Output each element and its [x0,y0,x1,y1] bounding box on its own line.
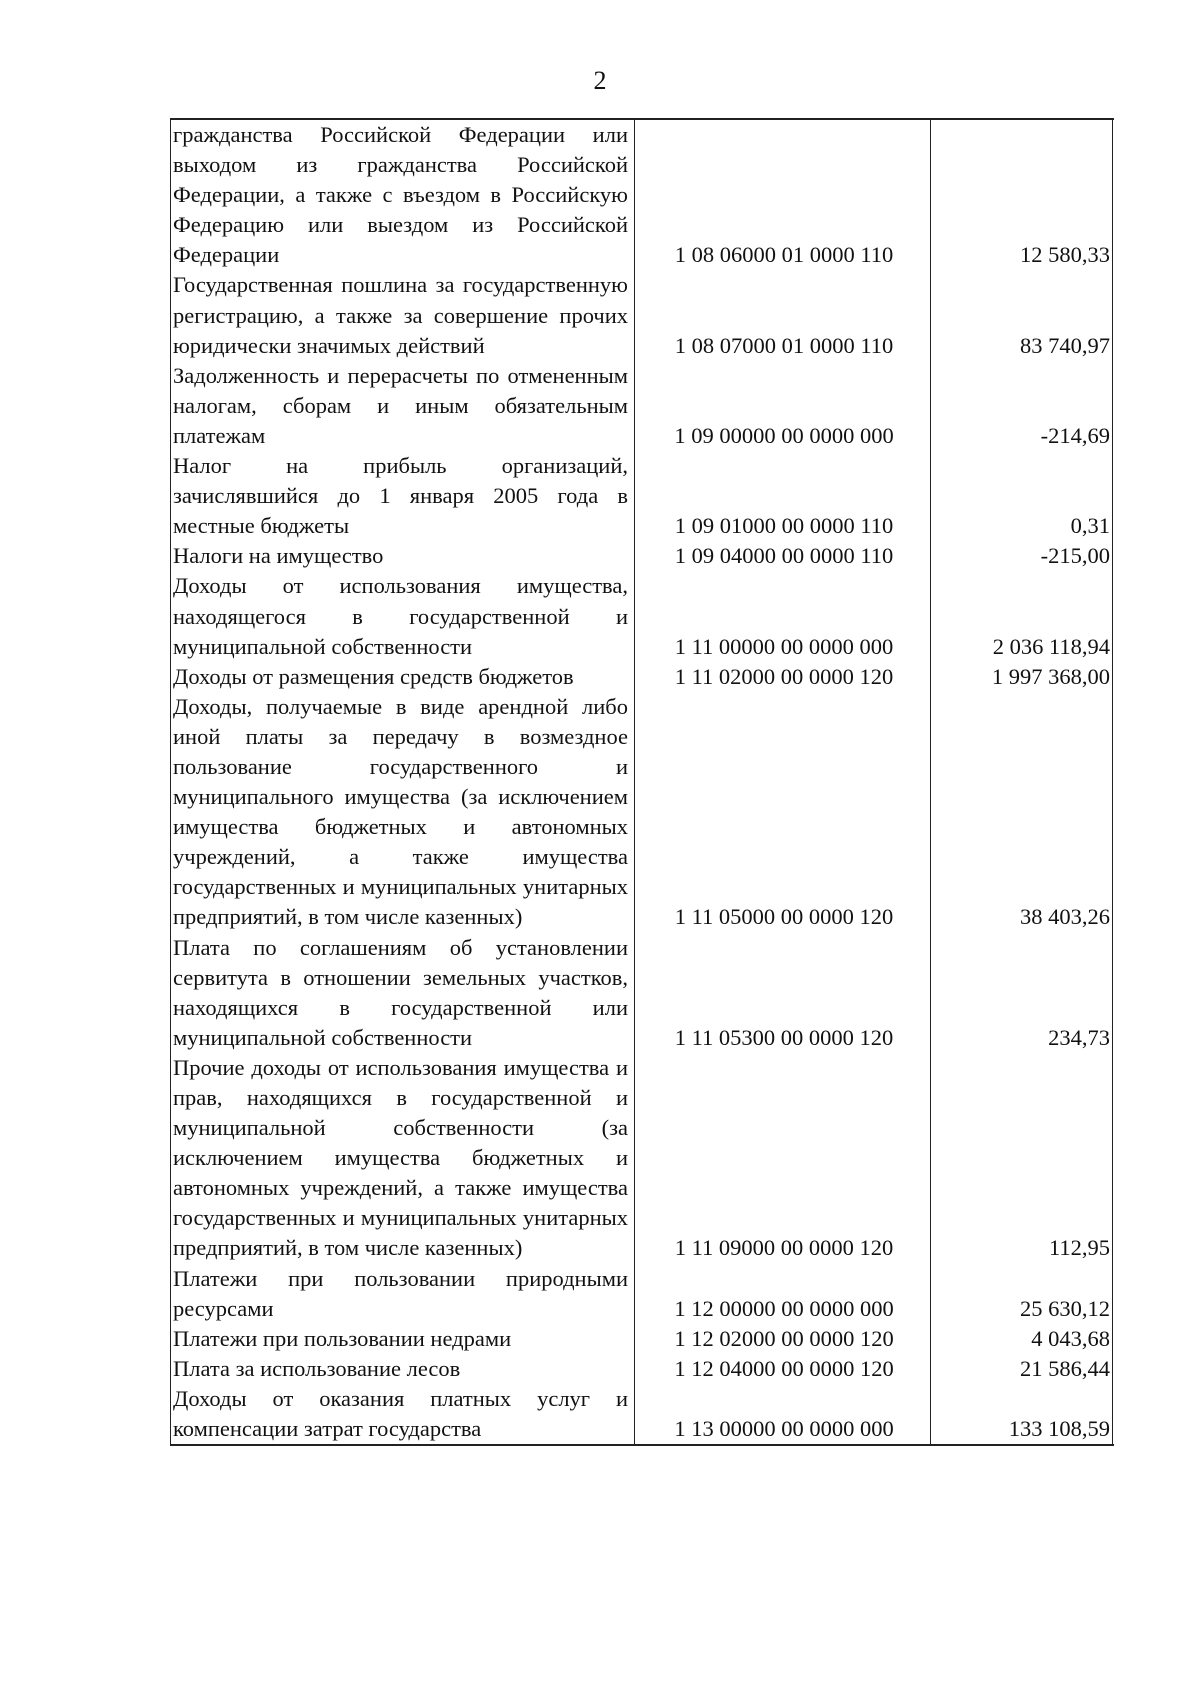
table-row [170,571,1114,661]
row-name: Задолженность и перерасчеты по отмененным налогам, сборам и иным обязательным платежам [173,362,628,448]
row-amount: -215,00 [1040,543,1110,569]
table-row [170,541,1114,571]
row-code: 1 08 07000 01 0000 110 [674,332,894,358]
table-row [170,1264,1114,1324]
table-row [170,692,1114,933]
table-row [170,662,1114,692]
row-code: 1 13 00000 00 0000 000 [674,1416,894,1442]
row-amount: 25 630,12 [1020,1295,1110,1321]
row-name: Доходы от использования имущества, находящегося в государственной и муниципальной собственности [173,573,628,659]
row-amount: 12 580,33 [1020,242,1110,268]
row-name: Доходы, получаемые в виде арендной либо иной платы за передачу в возмездное пользование государственного и муниципального имущества (за исключением имущества бюджетных и автономных учреждений, а также имущества государственных и муниципальных унитарных предприятий, в том числе казенных) [173,693,628,930]
row-code: 1 12 02000 00 0000 120 [674,1325,894,1351]
table-row [170,1384,1114,1444]
table-row [170,120,1114,270]
table-row [170,361,1114,451]
row-amount: 133 108,59 [1008,1416,1110,1442]
row-name: Налоги на имущество [173,543,384,569]
row-amount: 1 997 368,00 [991,663,1110,689]
revenue-table [170,118,1114,1446]
row-name: Доходы от оказания платных услуг и компенсации затрат государства [173,1385,628,1442]
row-code: 1 09 04000 00 0000 110 [674,543,894,569]
row-code: 1 11 05300 00 0000 120 [674,1024,894,1050]
row-name: гражданства Российской Федерации или выходом из гражданства Российской Федерации, а также с въездом в Российскую Федерацию или выездом из Российской Федерации [173,122,628,268]
row-amount: -214,69 [1040,422,1110,448]
row-amount: 112,95 [1048,1235,1110,1261]
row-name: Плата за использование лесов [173,1355,461,1381]
row-name: Платежи при пользовании природными ресурсами [173,1265,628,1321]
table-row [170,933,1114,1053]
row-code: 1 09 01000 00 0000 110 [674,513,894,539]
row-amount: 83 740,97 [1020,332,1110,358]
row-code: 1 11 05000 00 0000 120 [674,904,894,930]
row-code: 1 11 02000 00 0000 120 [674,663,894,689]
row-amount: 4 043,68 [1031,1325,1110,1351]
row-code: 1 11 09000 00 0000 120 [674,1235,894,1261]
row-name: Государственная пошлина за государственную регистрацию, а также за совершение прочих юридически значимых действий [173,272,628,358]
table-row [170,1053,1114,1264]
row-name: Плата по соглашениям об установлении сервитута в отношении земельных участков, находящихся в государственной или муниципальной собственности [173,934,628,1050]
row-amount: 0,31 [1070,513,1110,539]
row-code: 1 12 00000 00 0000 000 [674,1295,894,1321]
row-name: Платежи при пользовании недрами [173,1325,512,1351]
row-amount: 2 036 118,94 [992,633,1110,659]
row-code: 1 12 04000 00 0000 120 [674,1355,894,1381]
page-number: 2 [593,66,607,95]
table-row [170,1324,1114,1354]
table-row [170,1354,1114,1384]
row-amount: 38 403,26 [1020,904,1110,930]
row-amount: 21 586,44 [1020,1355,1110,1381]
row-name: Доходы от размещения средств бюджетов [173,663,574,689]
table-row [170,270,1114,360]
row-name: Налог на прибыль организаций, зачислявшийся до 1 января 2005 года в местные бюджеты [173,453,628,539]
row-name: Прочие доходы от использования имущества и прав, находящихся в государственной и муниципальной собственности (за исключением имущества бюджетных и автономных учреждений, а также имущества государственных и муниципальных унитарных предприятий, в том числе казенных) [173,1054,628,1261]
row-amount: 234,73 [1048,1024,1110,1050]
table-row [170,451,1114,541]
row-code: 1 09 00000 00 0000 000 [674,422,894,448]
row-code: 1 08 06000 01 0000 110 [674,242,894,268]
row-code: 1 11 00000 00 0000 000 [674,633,894,659]
